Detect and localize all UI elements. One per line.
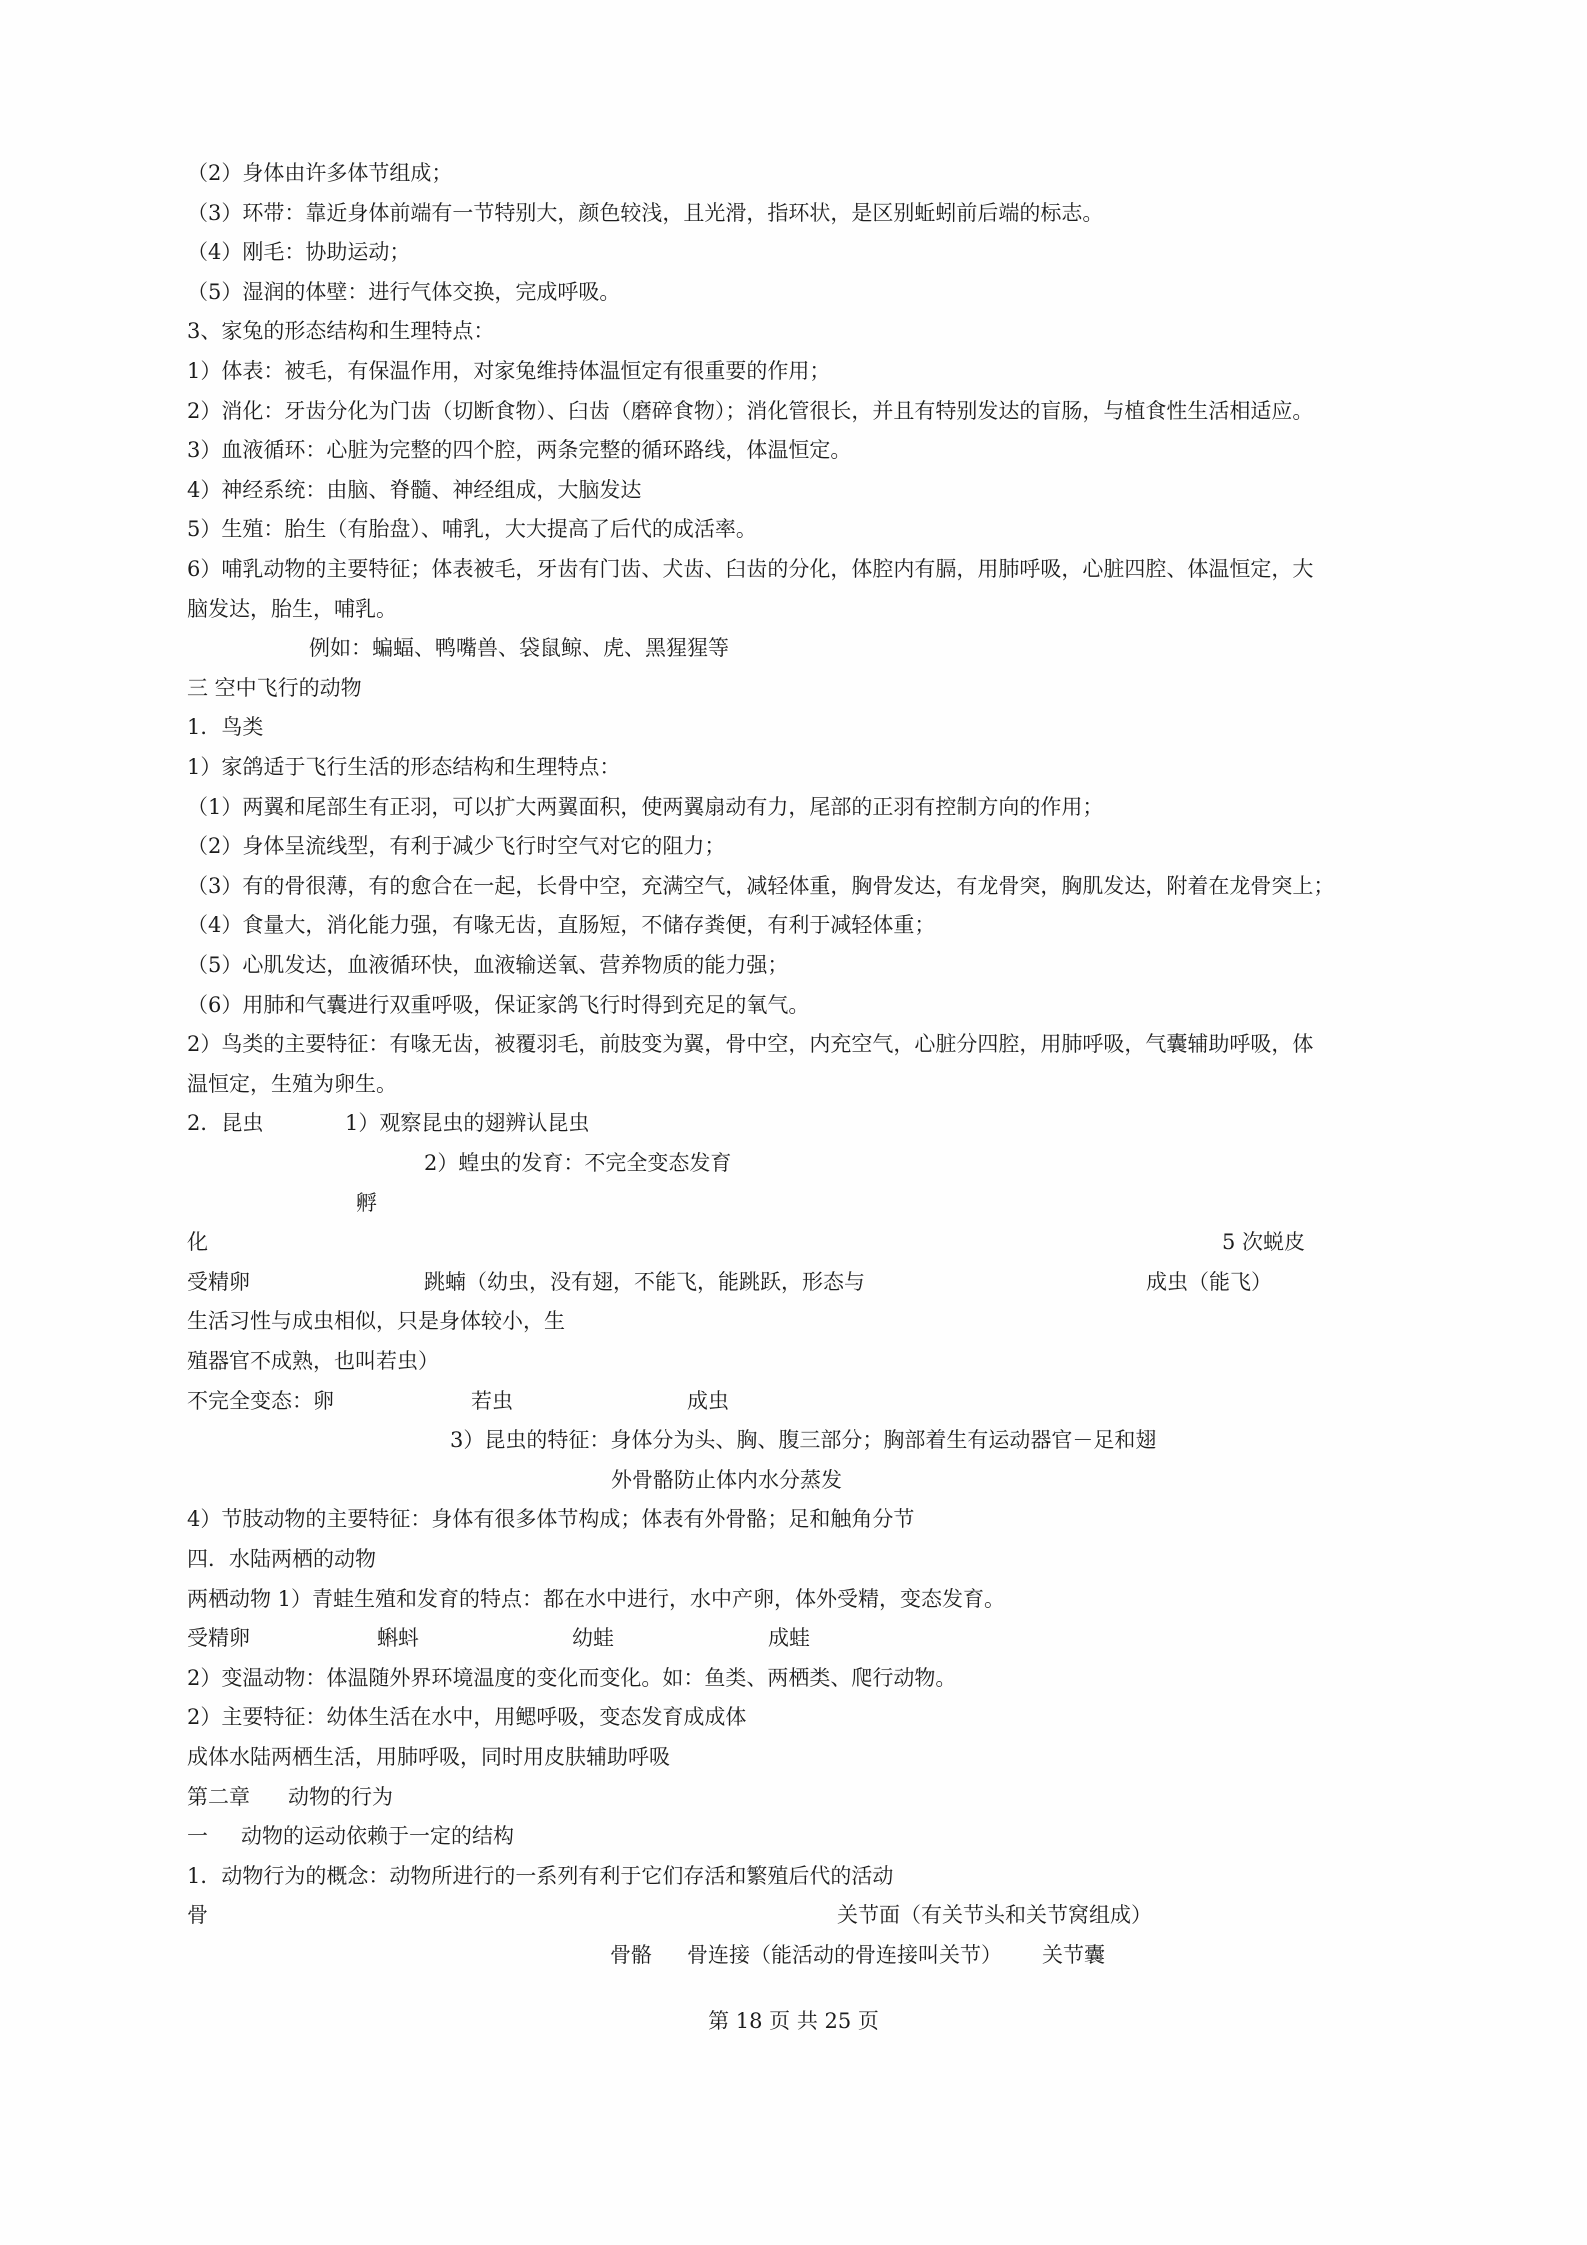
- text-line: [0, 1420, 1587, 1460]
- list-item-text: 温恒定，生殖为卵生。: [187, 1071, 397, 1096]
- text-line: [0, 549, 1587, 589]
- text-line: [0, 826, 1587, 866]
- subsection-heading: 1．鸟类: [187, 715, 264, 740]
- diagram-label: 成虫（能飞）: [1146, 1269, 1272, 1294]
- text-line: [0, 1262, 1587, 1302]
- diagram-label: 受精卵: [187, 1269, 250, 1294]
- diagram-label: 蝌蚪: [377, 1626, 419, 1651]
- text-line: [0, 153, 1587, 193]
- text-line: [0, 905, 1587, 945]
- subsection-heading: 3、家兔的形态结构和生理特点：: [187, 319, 495, 344]
- diagram-label: 成虫: [687, 1388, 729, 1413]
- list-item-text: 5）生殖：胎生（有胎盘）、哺乳，大大提高了后代的成活率。: [187, 517, 757, 542]
- text-line: [0, 707, 1587, 747]
- text-line: [0, 589, 1587, 629]
- text-line: [0, 509, 1587, 549]
- diagram-label: 成蛙: [768, 1626, 810, 1651]
- list-item-text: 2）消化：牙齿分化为门齿（切断食物）、臼齿（磨碎食物）；消化管很长，并且有特别发达的盲肠，与植食性生活相适应。: [187, 398, 1314, 423]
- chapter-title: 动物的行为: [288, 1784, 393, 1809]
- text-line: [0, 1618, 1587, 1658]
- section-number: 一: [187, 1824, 208, 1849]
- chapter-number: 第二章: [187, 1784, 250, 1809]
- text-line: [0, 1183, 1587, 1223]
- text-line: [0, 1539, 1587, 1579]
- text-line: [0, 1895, 1587, 1935]
- text-line: [0, 628, 1587, 668]
- text-line: [0, 1856, 1587, 1896]
- diagram-label: 骨: [187, 1903, 208, 1928]
- list-item-text: 2）鸟类的主要特征：有喙无齿，被覆羽毛，前肢变为翼，骨中空，内充空气，心脏分四腔，用肺呼吸，气囊辅助呼吸，体: [187, 1032, 1314, 1057]
- text-line: [0, 193, 1587, 233]
- text-line: [0, 1777, 1587, 1817]
- diagram-label: 殖器官不成熟，也叫若虫）: [187, 1349, 439, 1373]
- text-line: [0, 1341, 1587, 1381]
- list-item-text: 成体水陆两栖生活，用肺呼吸，同时用皮肤辅助呼吸: [187, 1745, 670, 1769]
- list-item-text: （3）有的骨很薄，有的愈合在一起，长骨中空，充满空气，减轻体重，胸骨发达，有龙骨突，胸肌发达，附着在龙骨突上；: [187, 873, 1335, 898]
- text-line: [0, 1024, 1587, 1064]
- list-item-text: 3）血液循环：心脏为完整的四个腔，两条完整的循环路线，体温恒定。: [187, 438, 852, 463]
- diagram-label: 关节面（有关节头和关节窝组成）: [837, 1903, 1152, 1928]
- list-item-text: 6）哺乳动物的主要特征；体表被毛，牙齿有门齿、犬齿、臼齿的分化，体腔内有膈，用肺呼吸，心脏四腔、体温恒定，大: [187, 557, 1314, 581]
- text-line: [0, 272, 1587, 312]
- list-item-text: 2）蝗虫的发育：不完全变态发育: [424, 1151, 732, 1175]
- diagram-label: 不完全变态：卵: [187, 1388, 334, 1413]
- list-item-text: （3）环带：靠近身体前端有一节特别大，颜色较浅，且光滑，指环状，是区别蚯蚓前后端的标志。: [187, 200, 1104, 225]
- text-line: [0, 391, 1587, 431]
- text-line: [0, 351, 1587, 391]
- list-item-text: 1）体表：被毛，有保温作用，对家兔维持体温恒定有很重要的作用；: [187, 359, 831, 383]
- diagram-label: 关节囊: [1042, 1943, 1105, 1967]
- list-item-text: 1．动物行为的概念：动物所进行的一系列有利于它们存活和繁殖后代的活动: [187, 1863, 894, 1888]
- text-line: [0, 1301, 1587, 1341]
- text-line: [0, 430, 1587, 470]
- text-line: [0, 668, 1587, 708]
- text-line: [0, 985, 1587, 1025]
- diagram-label: 跳蝻（幼虫，没有翅，不能飞，能跳跃，形态与: [424, 1269, 865, 1294]
- text-line: [0, 232, 1587, 272]
- text-line: [0, 1460, 1587, 1500]
- diagram-label: 生活习性与成虫相似，只是身体较小，生: [187, 1309, 565, 1334]
- text-line: [0, 747, 1587, 787]
- section-heading: 动物的运动依赖于一定的结构: [241, 1824, 514, 1849]
- section-heading: 三 空中飞行的动物: [187, 675, 362, 700]
- list-item-text: 4）神经系统：由脑、脊髓、神经组成，大脑发达: [187, 477, 642, 502]
- list-item-text: 脑发达，胎生，哺乳。: [187, 596, 397, 621]
- page-number-footer: 第 18 页 共 25 页: [708, 2009, 879, 2033]
- list-item-text: （2）身体呈流线型，有利于减少飞行时空气对它的阻力；: [187, 834, 726, 859]
- text-line: [0, 1658, 1587, 1698]
- diagram-label: 受精卵: [187, 1626, 250, 1651]
- list-item-text: （2）身体由许多体节组成；: [187, 161, 453, 185]
- diagram-label: 幼蛙: [572, 1626, 614, 1651]
- list-item-text: （1）两翼和尾部生有正羽，可以扩大两翼面积，使两翼扇动有力，尾部的正羽有控制方向的作用；: [187, 794, 1104, 819]
- text-line: [0, 1816, 1587, 1856]
- text-line: [0, 1579, 1587, 1619]
- text-line: [0, 1064, 1587, 1104]
- text-line: [0, 1499, 1587, 1539]
- diagram-label: 若虫: [471, 1388, 513, 1413]
- example-text: 例如：蝙蝠、鸭嘴兽、袋鼠鲸、虎、黑猩猩等: [309, 636, 729, 661]
- text-line: [0, 1222, 1587, 1262]
- text-line: [0, 311, 1587, 351]
- text-line: [0, 1143, 1587, 1183]
- text-line: [0, 1737, 1587, 1777]
- list-item-text: 4）节肢动物的主要特征：身体有很多体节构成；体表有外骨骼；足和触角分节: [187, 1507, 915, 1532]
- text-line: [0, 1935, 1587, 1975]
- list-item-text: （6）用肺和气囊进行双重呼吸，保证家鸽飞行时得到充足的氧气。: [187, 992, 810, 1017]
- list-item-text: 1）观察昆虫的翅辨认昆虫: [345, 1111, 590, 1136]
- text-line: [0, 945, 1587, 985]
- list-item-text: 2）主要特征：幼体生活在水中，用鳃呼吸，变态发育成成体: [187, 1705, 747, 1730]
- list-item-text: （5）心肌发达，血液循环快，血液输送氧、营养物质的能力强；: [187, 953, 789, 977]
- subsection-heading: 2．昆虫: [187, 1111, 264, 1136]
- text-line: [0, 470, 1587, 510]
- text-line: [0, 1381, 1587, 1421]
- list-item-text: 外骨骼防止体内水分蒸发: [611, 1467, 842, 1492]
- section-heading: 四．水陆两栖的动物: [187, 1547, 376, 1571]
- diagram-label: 骨骼: [610, 1943, 652, 1967]
- diagram-label: 5 次蜕皮: [1222, 1230, 1306, 1255]
- text-line: [0, 1103, 1587, 1143]
- list-item-text: （4）食量大，消化能力强，有喙无齿，直肠短，不储存粪便，有利于减轻体重；: [187, 913, 936, 938]
- text-line: [0, 866, 1587, 906]
- list-item-text: 3）昆虫的特征：身体分为头、胸、腹三部分；胸部着生有运动器官－足和翅: [450, 1428, 1157, 1453]
- list-item-text: 2）变温动物：体温随外界环境温度的变化而变化。如：鱼类、两栖类、爬行动物。: [187, 1665, 957, 1690]
- list-item-text: （5）湿润的体壁：进行气体交换，完成呼吸。: [187, 279, 621, 304]
- diagram-label: 化: [187, 1230, 208, 1255]
- text-line: [0, 787, 1587, 827]
- list-item-text: 1）家鸽适于飞行生活的形态结构和生理特点：: [187, 755, 621, 779]
- diagram-label: 孵: [356, 1190, 377, 1215]
- diagram-label: 骨连接（能活动的骨连接叫关节）: [687, 1943, 1002, 1967]
- list-item-text: （4）刚毛：协助运动；: [187, 240, 411, 265]
- list-item-text: 两栖动物 1）青蛙生殖和发育的特点：都在水中进行，水中产卵，体外受精，变态发育。: [187, 1586, 1006, 1611]
- text-line: [0, 1697, 1587, 1737]
